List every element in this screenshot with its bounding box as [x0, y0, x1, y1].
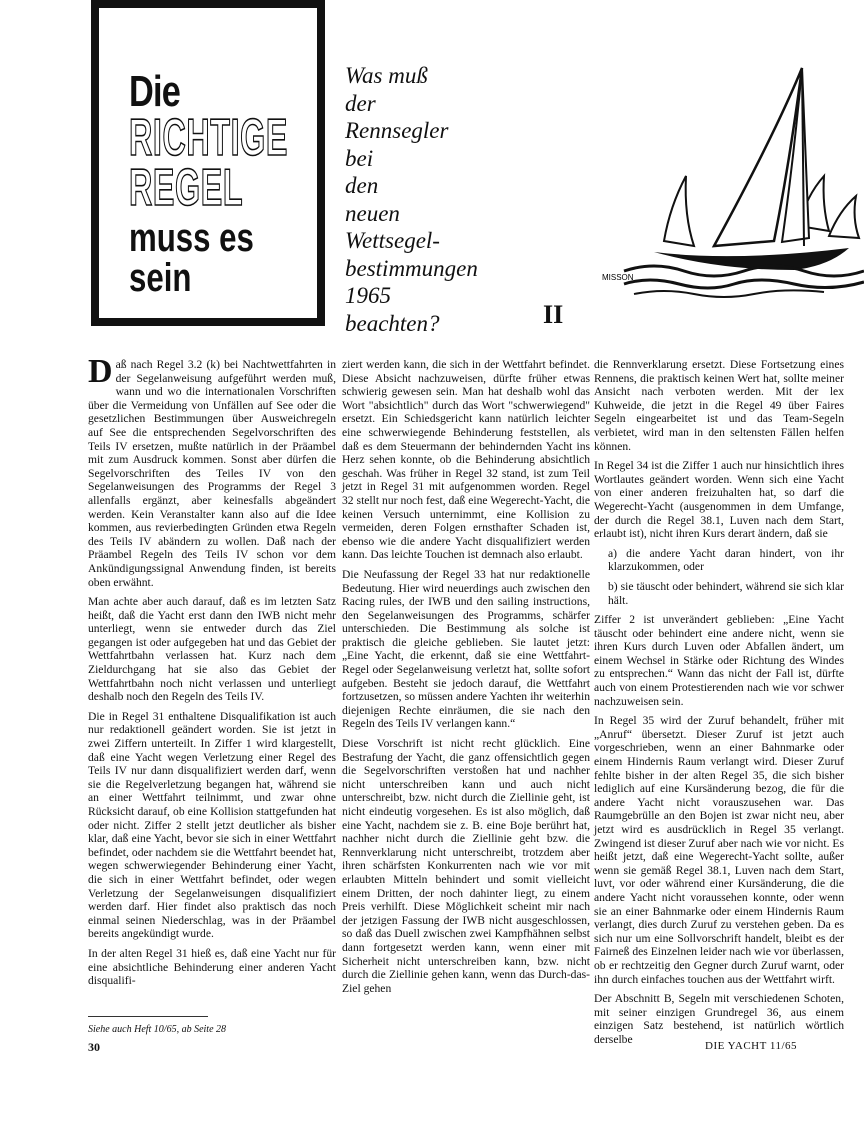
- paragraph: die Rennverklarung ersetzt. Diese Fortsetzung eines Rennens, die praktisch keinen Wert hat, sollte meiner Ansicht nach verboten werden. Mit der lex Kuhweide, die jetzt in die Regel 49 über Faires Segeln eingearbeitet ist und das Team-Segeln verbietet, wird man in den seltensten Fällen helfen können.: [594, 358, 844, 453]
- subtitle-line: Was muß: [345, 63, 428, 88]
- paragraph-text: aß nach Regel 3.2 (k) bei Nachtwettfahrten in der Segelanweisung aufgeführt werden muß, wann und wo die internationalen Vorschriften über die Vermeidung von Unfällen auf See oder die gesetzlichen Bestimmungen über Ausweichregeln auf See die entsprechenden Segelvorschriften des Teils IV ersetzen, mußte natürlich in der Präambel mit zum Ausdruck kommen. Sonst aber dürfen die Segelvorschriften des Teiles IV von den Segelanweisungen des Programms der Regel 3 allenfalls ergänzt, aber keinesfalls abgeändert werden. Kein Veranstalter kann also auf die Idee kommen, aus revierbedingten Gründen etwa Regeln des Teils IV abändern zu wollen. Daß nach der Präambel Regeln des Teils IV schon vor dem Ankündigungssignal Anwendung finden, ist bereits oben erwähnt.: [88, 358, 336, 589]
- paragraph: [88, 353, 336, 589]
- subtitle-line: den: [345, 173, 379, 198]
- paragraph: Diese Vorschrift ist nicht recht glücklich. Eine Bestrafung der Yacht, die ganz offensichtlich gegen die Segelvorschriften verstoßen hat und nachher nicht unterschreiben kann und auch nicht unterschreibt, bzw. nicht durch die Ziellinie geht, ist nicht eindeutig vorgesehen. Es ist also möglich, daß eine Yacht, nachdem sie z. B. eine Boje berührt hat, nachher nicht durch die Ziellinie geht bzw. die Rennverklarung nicht unterschreibt, trotzdem aber ihren schärfsten Konkurrenten nach wie vor mit erlaubten Mitteln behindert und somit vielleicht einem Dritten, der noch dahinter liegt, zu einem Preis verhilft. Diese Möglichkeit scheint mir nach der jetzigen Fassung der IWB nicht ausgeschlossen, so daß das Duell zwischen zwei Kampfhähnen selbst dann fortgesetzt werden kann, wenn einer mit Sicherheit nicht unterschreiben kann, bzw. nicht durch die Ziellinie gehen kann, wenn das Durch-das-Ziel gehen: [342, 737, 590, 995]
- title-inner: [99, 8, 317, 318]
- title-line-regel: REGEL: [129, 159, 244, 217]
- column-1: [88, 353, 336, 994]
- title-line-muss-es: muss es: [129, 216, 254, 260]
- title-line-sein: sein: [129, 256, 192, 300]
- column-2: [342, 358, 590, 1001]
- paragraph: Der Abschnitt B, Segeln mit verschiedenen Schoten, mit seiner einzigen Grundregel 36, aus einem einzigen Satz bestehend, ist natürlich wörtlich derselbe: [594, 992, 844, 1046]
- subtitle: [345, 62, 605, 337]
- footnote-rule: [88, 1016, 208, 1017]
- title-line-die: Die: [129, 67, 181, 116]
- journal-issue: DIE YACHT 11/65: [705, 1040, 798, 1052]
- illustration-signature: MISSON: [602, 273, 634, 282]
- page-number: 30: [88, 1040, 100, 1054]
- paragraph: In der alten Regel 31 hieß es, daß eine Yacht nur für eine absichtliche Behinderung einer anderen Yacht disqualifi-: [88, 946, 336, 988]
- column-3: [594, 358, 844, 1053]
- title-box: [91, 0, 325, 326]
- paragraph: Die Neufassung der Regel 33 hat nur redaktionelle Bedeutung. Hier wird neuerdings auch zwischen den Racing rules, der IWB und den sailing instructions, den Segelanweisungen des Programms, schärfer unterschieden. Die Bestimmung als solche ist praktisch die gleiche geblieben. Sie lautet jetzt: „Eine Yacht, die erkennt, daß sie eine Wettfahrt-Regel oder Segelanweisung verletzt hat, sollte sofort aufgeben. Besteht sie jedoch darauf, die Wettfahrt fortzusetzen, so müssen andere Yachten ihr weiterhin diejenigen Rechte einräumen, die sie nach den Regeln des Teils IV verlangen kann.“: [342, 567, 590, 731]
- subtitle-line: beachten?: [345, 310, 440, 336]
- footnote: Siehe auch Heft 10/65, ab Seite 28: [88, 1024, 227, 1035]
- subtitle-line: 1965: [345, 283, 391, 308]
- subtitle-line: Rennsegler: [345, 118, 449, 143]
- paragraph: Die in Regel 31 enthaltene Disqualifikation ist auch nur redaktionell geändert worden. Sie ist jetzt in zwei Ziffern unterteilt. In Ziffer 1 wird klargestellt, daß eine Yacht wegen Verletzung einer Regel des Teils IV nur dann disqualifiziert werden darf, wenn sie die Regelverletzung begangen hat, während sie an einer Wettfahrt teilnimmt, und zwar ohne Rücksicht darauf, ob eine Kollision stattgefunden hat oder nicht. Ziffer 2 stellt jetzt deutlicher als bisher klar, daß eine Yacht, bevor sie sich in einer Wettfahrt befindet, oder nachdem sie die Wettfahrt beendet hat, wegen schwerwiegender Behinderung einer Yacht, die sich in einer Wettfahrt befindet, oder wegen Verletzung der Segelanweisungen disqualifiziert werden darf. Hier findet also praktisch das noch einmal seinen Niederschlag, was in der Präambel bereits angekündigt wurde.: [88, 709, 336, 941]
- paragraph: In Regel 35 wird der Zuruf behandelt, früher mit „Anruf“ übersetzt. Dieser Zuruf ist jetzt auch vorgeschrieben, wenn an einer Bahnmarke oder einem Hindernis Raum verlangt wird. Dieser Zuruf fehlte bisher in der alten Regel 35, die sich bisher lediglich auf eine Kursänderung bezog, die für die andere Yacht nicht vorauszusehen war. Das Raumgebrülle an den Bojen ist zwar nicht neu, aber jetzt wird es ausdrücklich in Regel 35 verlangt. Zwingend ist dieser Zuruf aber nach wie vor nicht. Es heißt jetzt, daß eine Wegerecht-Yacht sollte, außer wenn sie gemäß Regel 38.1, Luven nach dem Start, luvt, vor oder während einer Kursänderung, die die andere Yacht nicht voraussehen konnte, oder wenn sie an einer Bahnmarke oder einem Hindernis Raum verlangt, dies durch Zuruf zu verstehen geben. Da es sich nur um eine Sollvorschrift handelt, bleibt es der Fairneß des Einzelnen leider nach wie vor überlassen, ob er rechtzeitig den Gegner durch Zuruf warnt, oder ihn durch einfaches touchen aus der Wettfahrt wirft.: [594, 714, 844, 986]
- list-item: a) die andere Yacht daran hindert, von ihr klarzukommen, oder: [608, 546, 844, 574]
- subtitle-line: bei: [345, 145, 374, 171]
- sailboat-illustration: [602, 56, 864, 296]
- list-item: b) sie täuscht oder behindert, während sie sich klar hält.: [608, 579, 844, 607]
- subtitle-line: der: [345, 90, 376, 116]
- dropcap: D: [88, 353, 113, 390]
- part-number: II: [543, 300, 564, 329]
- paragraph: In Regel 34 ist die Ziffer 1 auch nur hinsichtlich ihres Wortlautes geändert worden. Wenn sich eine Yacht von einer anderen freizuhalten hat, so darf die Wegerecht-Yacht (ausgenommen in dem Umfange, der durch die Regel 38.1, Luven nach dem Start, erlaubt ist), nicht ihren Kurs derart ändern, daß sie: [594, 459, 844, 541]
- subtitle-line: bestimmungen: [345, 255, 478, 281]
- paragraph: ziert werden kann, die sich in der Wettfahrt befindet. Diese Absicht nachzuweisen, dürfte früher etwas schwierig gewesen sein. Man hat deshalb wohl das Wort "absichtlich" durch das Wort "schwerwiegend" ersetzt. Ein Schiedsgericht kann natürlich leichter eine schwerwiegende Behinderung feststellen, als daß es dem Steuermann der behindernden Yacht ins Herz sehen konnte, ob die Behinderung absichtlich geschah. Was früher in Regel 32 stand, ist zum Teil jetzt in Regel 31 mit aufgenommen worden. Regel 32 stellt nur noch fest, daß eine Wegerecht-Yacht, die keinen Versuch unternimmt, eine Kollision zu vermeiden, deren Folgen ernsthafter Schaden ist, ebenso wie die andere Yacht disqualifiziert werden kann. Das leichte Touchen ist demnach also erlaubt.: [342, 358, 590, 562]
- paragraph: Man achte aber auch darauf, daß es im letzten Satz heißt, daß die Yacht erst dann den IWB nicht mehr unterliegt, wenn sie entweder durch das Ziel gegangen ist oder aufgegeben hat und das Gebiet der Wettfahrtbahn verlassen hat. Kurz nach dem Zieldurchgang hat sie also das Gebiet der Wettfahrtbahn noch nicht verlassen und unterliegt deshalb noch den Regeln des Teils IV.: [88, 595, 336, 704]
- paragraph: Ziffer 2 ist unverändert geblieben: „Eine Yacht täuscht oder behindert eine andere nicht, wenn sie ihren Kurs durch Luven oder Abfallen ändert, um einem Wechsel in Stärke oder Richtung des Windes zu entsprechen.“ Wann das nicht der Fall ist, dürfte auch von einem Protestierenden nach wie vor schwer nachzuweisen sein.: [594, 613, 844, 708]
- title-line-richtige: RICHTIGE: [129, 109, 289, 167]
- subtitle-line: Wettsegel-: [345, 228, 440, 253]
- subtitle-line: neuen: [345, 200, 400, 226]
